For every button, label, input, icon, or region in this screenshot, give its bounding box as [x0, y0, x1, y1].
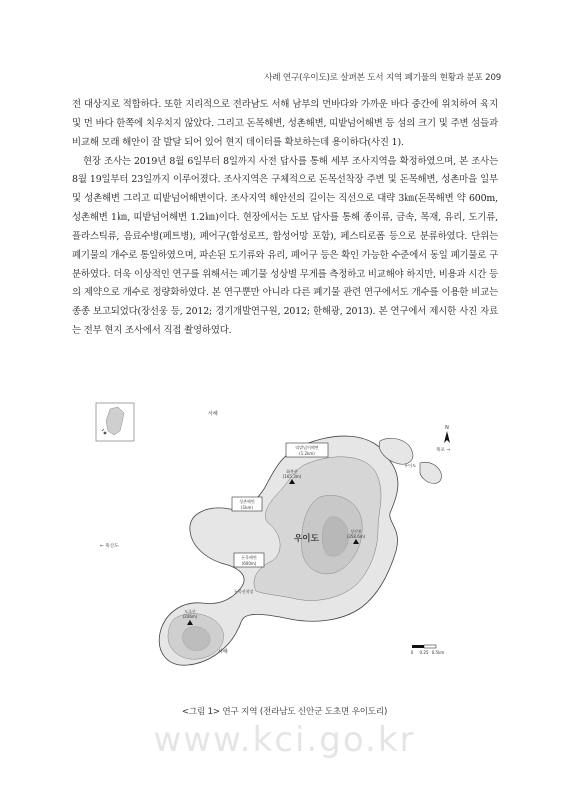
- harbor-label: 돈목선착장: [234, 589, 254, 594]
- beach-box-1: [286, 443, 328, 457]
- peak-2-height: (358.6m): [346, 534, 366, 539]
- peak-1-name: 화봉산: [286, 469, 298, 474]
- east-arrow-label: 목포 →: [436, 448, 451, 453]
- beach-1-length: (1.2km): [299, 451, 315, 456]
- study-area-map: [90, 401, 470, 681]
- page-header: 사례 연구(우이도)로 살펴본 도서 지역 폐기물의 현황과 분포 209: [264, 73, 501, 83]
- scale-label-0: 0: [410, 650, 414, 655]
- beach-2-length: (1km): [241, 505, 253, 510]
- sea-label-top: 서해: [208, 411, 218, 417]
- beach-box-2: [232, 497, 262, 511]
- inset-map: [96, 403, 134, 441]
- sea-label-bottom: 서해: [218, 649, 228, 655]
- beach-3-name: 돈목해변: [241, 555, 257, 560]
- scale-label-2: 0.5km: [431, 650, 445, 655]
- paragraph-1: 전 대상지로 적합하다. 또한 지리적으로 전라남도 서해 남부의 먼바다와 가까운 바다 중간에 위치하여 육지 및 먼 바다 한쪽에 치우치지 않았다. 그리고 돈목해변, 성촌해변, 띠밭넘어해변 등 섬의 크기 및 주변 섬들과 비교해 모래 해안이 잘 발달 되어 있어 현지 데이터를 확보하는데 용이하다(사진 1).: [72, 99, 498, 148]
- peak-3-height: (246m): [182, 614, 198, 619]
- island-name-label: 우이도: [294, 534, 319, 544]
- beach-1-name: 띠밭넘어해변: [295, 445, 319, 450]
- peak-3-name: 도초산: [184, 609, 196, 614]
- island-topography: [159, 436, 441, 665]
- scale-label-1: 0.25: [419, 650, 429, 655]
- paragraph-2: 현장 조사는 2019년 8월 6일부터 8일까지 사전 답사를 통해 세부 조사지역을 확정하였으며, 본 조사는 8월 19일부터 23일까지 이루어졌다. 조사지역은 구체적으로 돈목선착장 주변 및 돈목해변, 성촌마을 일부 및 성촌해변 그리고 띠밭넘어해변이다. 조사지역 해안선의 길이는 직선으로 대략 3㎞(돈목해변 약 600m, 성촌해변 1㎞, 띠밭넘어해변 1.2㎞)이다. 현장에서는 도보 답사를 통해 종이류, 금속, 목재, 유리, 도기류, 플라스틱류, 음료수병(페트병), 폐어구(합성로프, 합성어망 포함), 페스티로폼 등으로 분류하였다. 단위는 폐기물의 개수로 통일하였으며, 파손된 도기류와 유리, 폐어구 등은 확인 가능한 수준에서 동일 폐기물로 구분하였다. 더욱 이상적인 연구를 위해서는 폐기물 성상별 무게를 측정하고 비교해야 하지만, 비용과 시간 등의 제약으로 개수로 정량화하였다. 본 연구뿐만 아니라 다른 폐기물 관련 연구에서도 개수를 이용한 비교는 종종 보고되었다(장선웅 등, 2012; 경기개발연구원, 2012; 한해광, 2013). 본 연구에서 제시한 사진 자료는 전부 현지 조사에서 직접 촬영하였다.: [72, 155, 498, 337]
- scale-bar: [411, 645, 445, 655]
- body-text: [72, 96, 498, 341]
- peak-2-name: 상산봉: [350, 529, 362, 534]
- beach-3-length: (600m): [241, 561, 257, 566]
- map-svg: [90, 401, 470, 681]
- watermark: www.kci.go.kr: [153, 720, 416, 760]
- north-label: N: [445, 425, 449, 431]
- peak-1-height: (165.3m): [282, 474, 302, 479]
- figure-caption: <그림 1> 연구 지역 (전라남도 신안군 도초면 우이도리): [181, 707, 388, 717]
- beach-box-3: [234, 553, 264, 567]
- east-island-label: 우이도: [404, 463, 417, 468]
- west-arrow-label: ← 흑산도: [100, 544, 119, 549]
- beach-2-name: 성촌해변: [239, 499, 255, 504]
- north-arrow-icon: [444, 425, 450, 443]
